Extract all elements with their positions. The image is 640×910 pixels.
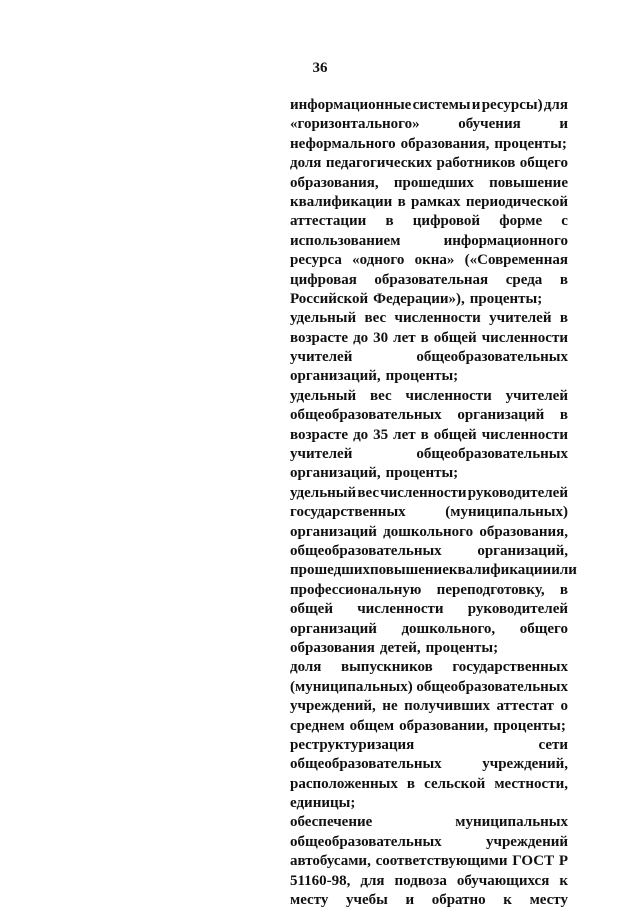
text-word: 35 xyxy=(373,426,389,443)
text-word: Федерации»), xyxy=(373,290,465,307)
text-word: общем xyxy=(349,717,395,734)
text-line xyxy=(290,406,568,425)
text-word: численности xyxy=(357,601,444,618)
text-word: лет xyxy=(393,329,416,346)
text-line xyxy=(290,329,568,348)
text-line xyxy=(290,755,568,774)
text-word: общей xyxy=(433,329,477,346)
text-word: общеобразовательных xyxy=(290,542,442,559)
text-word: прошедших xyxy=(393,174,474,191)
text-line xyxy=(290,290,568,309)
text-line xyxy=(290,678,568,697)
text-word: организаций xyxy=(290,620,377,637)
text-word: расположенных xyxy=(290,775,398,792)
text-word: ресурсы) xyxy=(481,97,543,113)
text-word: учителей xyxy=(290,349,353,366)
text-word: для xyxy=(360,872,385,889)
text-word: работников xyxy=(436,155,516,172)
text-word: проценты; xyxy=(385,465,459,482)
text-word: автобусами, xyxy=(290,853,371,870)
text-line xyxy=(290,193,568,212)
text-line xyxy=(290,348,568,367)
text-word: использованием xyxy=(290,232,401,249)
text-line xyxy=(290,232,568,251)
text-word: учреждений xyxy=(485,833,568,850)
text-word: проценты; xyxy=(494,135,567,152)
text-word: муниципальных xyxy=(455,814,568,831)
text-line xyxy=(290,736,568,755)
text-word: учреждений, xyxy=(482,756,568,773)
text-word: руководителей xyxy=(467,484,568,501)
text-word: ресурса xyxy=(290,252,342,269)
text-word: в xyxy=(420,426,429,443)
text-line xyxy=(290,309,568,328)
text-word: и xyxy=(471,97,481,113)
text-word: квалификации xyxy=(448,562,552,579)
text-line xyxy=(290,794,568,813)
text-line xyxy=(290,523,568,542)
text-word: аттестации xyxy=(290,213,367,230)
text-word: обучения xyxy=(458,116,521,133)
text-word: («Современная xyxy=(464,252,568,269)
text-word: общей xyxy=(290,601,333,618)
text-word: повышение xyxy=(370,562,449,579)
text-word: обратно xyxy=(431,892,486,909)
text-word: руководителей xyxy=(467,601,568,618)
text-line xyxy=(290,464,568,483)
text-word: обеспечение xyxy=(290,814,373,831)
text-word: повышение xyxy=(489,174,568,191)
text-word: образования xyxy=(290,639,375,656)
text-word: общего xyxy=(519,620,568,637)
text-word: возрасте xyxy=(290,426,349,443)
text-line xyxy=(290,639,568,658)
text-word: детей, xyxy=(379,639,421,656)
text-line xyxy=(290,852,568,871)
text-word: образования, xyxy=(479,523,568,540)
text-word: в xyxy=(397,193,406,210)
text-word: до xyxy=(353,426,369,443)
text-word: возрасте xyxy=(290,329,349,346)
text-word: общеобразовательных xyxy=(416,678,568,695)
text-word: дошкольного xyxy=(383,523,474,540)
text-word: форме xyxy=(499,213,543,230)
text-word: о xyxy=(560,698,568,715)
text-word: цифровая xyxy=(290,271,357,288)
text-line xyxy=(290,251,568,270)
text-word: проценты; xyxy=(493,717,566,734)
text-word: общеобразовательных xyxy=(290,756,442,773)
text-word: лет xyxy=(393,426,416,443)
text-word: (муниципальных) xyxy=(445,504,568,521)
text-word: выпускников xyxy=(340,659,433,676)
text-line xyxy=(290,174,568,193)
text-word: обучающихся xyxy=(456,872,550,889)
text-word: образования, xyxy=(290,174,379,191)
text-word: сельской xyxy=(424,775,486,792)
text-word: общеобразовательных xyxy=(290,833,442,850)
document-body-text xyxy=(290,96,577,910)
text-word: в xyxy=(420,329,429,346)
text-word: аттестат xyxy=(496,698,554,715)
text-word: общеобразовательных xyxy=(290,407,442,424)
text-line xyxy=(290,872,568,891)
text-line xyxy=(290,115,568,134)
text-word: организаций xyxy=(290,523,377,540)
text-word: к xyxy=(559,872,568,889)
text-word: проценты; xyxy=(385,368,459,385)
text-line xyxy=(290,135,568,154)
text-line xyxy=(290,775,568,794)
text-word: учебы xyxy=(346,892,388,909)
text-line xyxy=(290,212,568,231)
text-line xyxy=(290,154,568,173)
text-word: 30 xyxy=(373,329,389,346)
text-word: численности xyxy=(394,310,481,327)
text-word: единицы; xyxy=(290,795,356,812)
text-word: реструктуризация xyxy=(290,736,415,753)
text-word: в xyxy=(559,581,568,598)
text-line xyxy=(290,717,568,736)
text-word: сети xyxy=(538,736,568,753)
text-word: численности xyxy=(380,484,467,501)
text-word: учителей xyxy=(505,387,568,404)
text-word: системы xyxy=(412,97,471,113)
text-line xyxy=(290,271,568,290)
text-word: организаций xyxy=(457,407,545,424)
text-word: вес xyxy=(357,484,379,501)
text-word: удельный xyxy=(290,484,357,501)
text-word: образовании, xyxy=(399,717,489,734)
text-word: Российской xyxy=(290,290,369,307)
text-line xyxy=(290,96,568,115)
text-word: переподготовку, xyxy=(436,581,545,598)
text-word: и xyxy=(405,892,415,909)
text-word: ГОСТ xyxy=(512,853,555,870)
text-word: вес xyxy=(370,387,392,404)
text-line xyxy=(290,387,568,406)
text-word: и xyxy=(559,116,568,133)
text-word: проценты; xyxy=(469,290,543,307)
text-word: организаций, xyxy=(477,542,568,559)
text-line xyxy=(290,367,568,386)
text-word: дошкольного, xyxy=(401,620,496,637)
text-line xyxy=(290,561,577,580)
text-word: среда xyxy=(505,271,543,288)
text-word: в xyxy=(385,213,394,230)
text-word: Р xyxy=(558,853,568,870)
text-word: в xyxy=(559,407,568,424)
text-word: профессиональную xyxy=(290,581,422,598)
text-word: «горизонтального» xyxy=(290,116,420,133)
text-line xyxy=(290,426,568,445)
text-word: соответствующими xyxy=(375,853,508,870)
text-word: (муниципальных) xyxy=(290,678,413,695)
text-word: информационные xyxy=(290,97,412,113)
text-word: удельный xyxy=(290,310,357,327)
text-word: с xyxy=(561,213,568,230)
text-word: образовательная xyxy=(374,271,489,288)
text-word: в xyxy=(559,271,568,288)
text-word: подвоза xyxy=(394,872,447,889)
text-word: организаций, xyxy=(290,465,381,482)
text-word: месту xyxy=(290,892,329,909)
text-word: общей xyxy=(433,426,477,443)
text-word: организаций, xyxy=(290,368,381,385)
text-word: неформального xyxy=(290,135,396,152)
text-word: в xyxy=(559,310,568,327)
text-word: учителей xyxy=(489,310,552,327)
text-word: 51160-98, xyxy=(290,872,351,889)
text-word: прошедших xyxy=(290,562,371,579)
text-line xyxy=(290,697,568,716)
text-word: доля xyxy=(290,659,322,676)
text-line xyxy=(290,484,568,503)
text-word: окна» xyxy=(414,252,455,269)
text-word: квалификации xyxy=(290,193,393,210)
text-word: получивших xyxy=(404,698,491,715)
text-line xyxy=(290,445,568,464)
text-line xyxy=(290,658,568,677)
text-line xyxy=(290,503,568,522)
text-line xyxy=(290,542,568,561)
text-word: периодической xyxy=(465,193,568,210)
text-word: общеобразовательных xyxy=(416,349,568,366)
text-word: удельный xyxy=(290,387,357,404)
text-line xyxy=(290,891,568,910)
text-word: в xyxy=(406,775,416,792)
text-word: информационного xyxy=(443,232,568,249)
text-line xyxy=(290,813,568,832)
text-word: проценты; xyxy=(425,639,499,656)
text-word: месту xyxy=(529,892,568,909)
text-word: рамках xyxy=(411,193,461,210)
text-word: учителей xyxy=(290,446,353,463)
text-word: численности xyxy=(481,329,568,346)
text-word: государственных xyxy=(290,504,406,521)
text-word: местности, xyxy=(494,775,568,792)
text-word: доля xyxy=(290,155,322,172)
text-word: педагогических xyxy=(325,155,433,172)
text-word: образования, xyxy=(400,135,490,152)
text-word: среднем xyxy=(290,717,345,734)
text-word: общеобразовательных xyxy=(416,446,568,463)
text-word: общего xyxy=(519,155,568,172)
text-word: или xyxy=(551,562,577,579)
page-number: 36 xyxy=(312,60,328,76)
text-word: вес xyxy=(364,310,387,327)
text-word: для xyxy=(543,97,568,113)
text-word: «одного xyxy=(352,252,405,269)
text-line xyxy=(290,833,568,852)
text-word: учреждений, xyxy=(290,698,376,715)
text-word: до xyxy=(353,329,369,346)
text-line xyxy=(290,600,568,619)
text-line xyxy=(290,620,568,639)
text-word: не xyxy=(382,698,398,715)
text-line xyxy=(290,581,568,600)
text-word: цифровой xyxy=(412,213,481,230)
text-word: государственных xyxy=(452,659,568,676)
text-word: к xyxy=(503,892,512,909)
text-word: численности xyxy=(405,387,492,404)
text-word: численности xyxy=(481,426,568,443)
